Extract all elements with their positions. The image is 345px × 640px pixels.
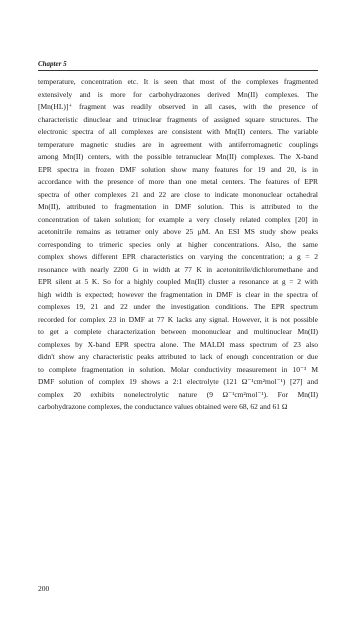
text-line: [Mn(HL)]⁺ fragment was readily observed in all cases, with the presence of xyxy=(38,102,318,111)
text-line: complex 20 exhibits nonelectrolytic nature (9 Ω⁻¹cm²mol⁻¹). For Mn(II) xyxy=(38,389,318,399)
text-line: complex shows different EPR characteristics on varying the concentration; a g = 2 xyxy=(38,252,318,261)
text-line: characteristic dinuclear and trinuclear fragments of assigned square structures. The xyxy=(38,114,318,124)
text-line: DMF solution of complex 19 shows a 2:1 electrolyte (121 Ω⁻¹cm²mol⁻¹) [27] and xyxy=(38,377,318,386)
text-line: spectra of other complexes 21 and 22 are close to indicate mononuclear octahedral xyxy=(38,189,318,199)
text-line: resonance with nearly 2200 G in width at 77 K in acetonitrile/dichloromethane and xyxy=(38,264,318,274)
text-line: Mn(II), attributed to fragmentation in DMF solution. This is attributed to the xyxy=(38,202,318,211)
text-line: accordance with the presence of more than one metal centers. The features of EPR xyxy=(38,177,318,186)
text-line: electronic spectra of all complexes are consistent with Mn(II) centers. The variable xyxy=(38,127,318,136)
text-line: to complete fragmentation in solution. Molar conductivity measurement in 10⁻³ M xyxy=(38,364,318,374)
text-line: among Mn(II) centers, with the possible tetranuclear Mn(II) complexes. The X-band xyxy=(38,152,318,161)
text-line: high width is expected; however the fragmentation in DMF is clear in the spectra of xyxy=(38,289,318,299)
text-line: complexes 19, 21 and 22 under the investigation conditions. The EPR spectrum xyxy=(38,302,318,311)
text-line: carbohydrazone complexes, the conductance values obtained were 68, 62 and 61 Ω xyxy=(38,402,288,411)
text-line: recorded for complex 23 in DMF at 77 K lacks any signal. However, it is not possible xyxy=(38,314,318,324)
text-line: temperature, concentration etc. It is seen that most of the complexes fragmented xyxy=(38,77,318,86)
body-paragraph xyxy=(38,76,318,414)
text-line: corresponding to trimeric species only at higher concentrations. Also, the same xyxy=(38,239,318,249)
text-line: EPR spectra in frozen DMF solution show many features for 19 and 20, is in xyxy=(38,164,318,174)
text-line: concentration of taken solution; for example a very closely related complex [20] in xyxy=(38,214,318,224)
text-line: temperature magnetic studies are in agreement with antiferromagnetic couplings xyxy=(38,139,318,149)
text-line: to get a complete characterization between mononuclear and multinuclear Mn(II) xyxy=(38,327,318,336)
chapter-header: Chapter 5 xyxy=(38,60,67,68)
text-line: complexes by X-band EPR spectra alone. The MALDI mass spectrum of 23 also xyxy=(38,339,318,349)
text-line: extensively and is more for carbohydrazones derived Mn(II) complexes. The xyxy=(38,89,318,99)
header-rule xyxy=(38,70,318,71)
text-line: didn't show any characteristic peaks attributed to lack of enough concentration or due xyxy=(38,352,318,361)
text-line: EPR silent at 5 K. So for a highly coupled Mn(II) cluster a resonance at g = 2 with xyxy=(38,277,318,286)
text-line: acetonitrile remains as tetramer only above 25 μM. An ESI MS study show peaks xyxy=(38,227,318,236)
page-number: 200 xyxy=(38,584,50,593)
